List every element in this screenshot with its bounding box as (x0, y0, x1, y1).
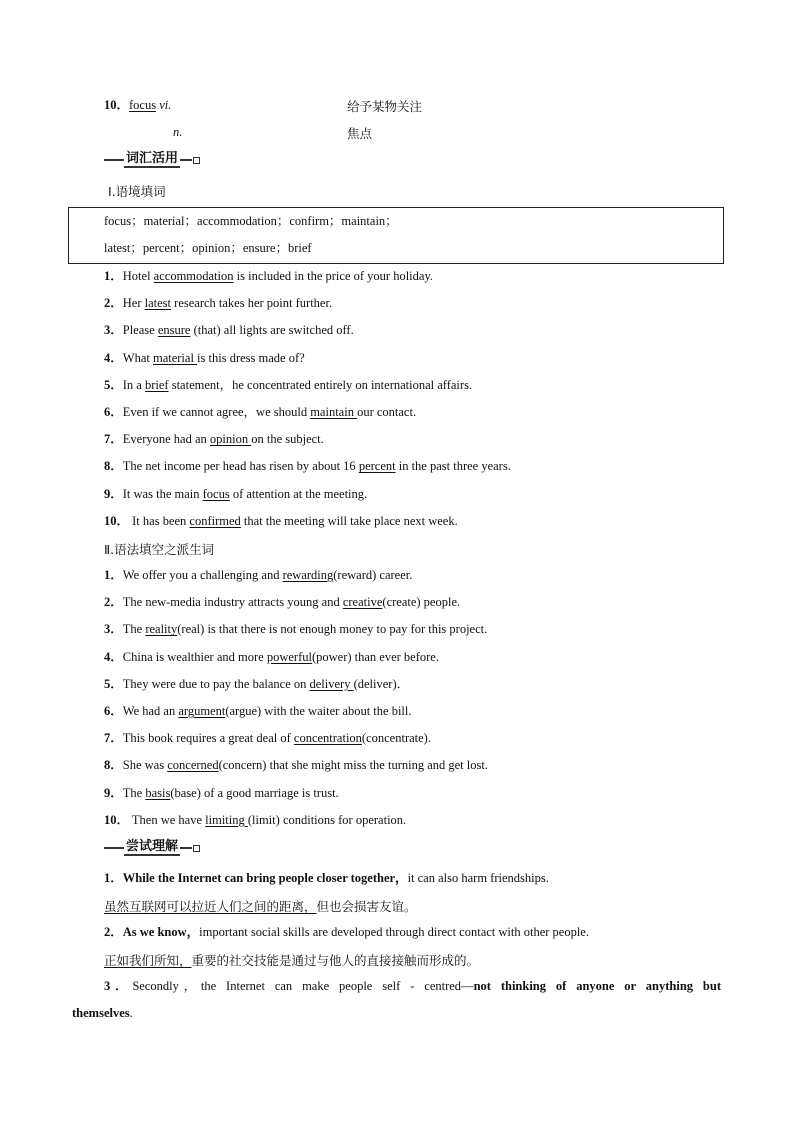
item-number: 4． (104, 350, 123, 365)
section-header-try (104, 841, 200, 855)
part1-item-6 (104, 404, 416, 420)
section-header-vocab (104, 153, 200, 167)
answer-blank: percent (358, 459, 396, 474)
sentence-end: research takes her point further. (171, 296, 333, 311)
part1-item-7 (104, 431, 324, 447)
sentence-start: Then we have (129, 812, 206, 827)
try-item-1-cn (104, 897, 417, 915)
sentence-end: of attention at the meeting. (229, 486, 368, 501)
header-box-icon (193, 157, 200, 164)
item-number: 1． (104, 269, 123, 283)
try-item-2-cn (104, 951, 479, 969)
answer-blank: focus (202, 486, 230, 501)
sentence-start: Please (122, 323, 158, 338)
translation-rest: 但也会损害友谊。 (316, 899, 417, 914)
sentence-start: We offer you a challenging and (122, 568, 283, 582)
sentence-start: China is wealthier and more (122, 649, 267, 664)
sentence-end: . (129, 1006, 133, 1020)
item-number: 10． (104, 513, 130, 528)
part1-item-2 (104, 295, 332, 311)
part2-item-9 (104, 785, 339, 801)
item-number: 4． (104, 649, 123, 664)
item-number: 3． (104, 622, 123, 637)
try-item-3-line2 (72, 1005, 133, 1021)
sentence-end: (create) people. (382, 595, 461, 610)
sentence-end: (power) than ever before. (311, 649, 439, 664)
part1-item-4 (104, 350, 305, 366)
section-title: 词汇活用 (126, 151, 179, 166)
part2-item-2 (104, 594, 460, 610)
entry-meaning-verb: 给予某物关注 (347, 99, 423, 114)
sentence-start: Hotel (122, 269, 154, 283)
answer-blank: concentration (293, 731, 362, 746)
sentence-start: In a (122, 377, 145, 392)
answer-blank: basis (145, 785, 171, 800)
item-number: 3． (104, 323, 123, 338)
sentence-start: We had an (122, 704, 179, 718)
item-number: 2． (104, 595, 123, 610)
word-bank-row-2: latest；percent；opinion；ensure；brief (104, 241, 312, 255)
sentence-start: She was (122, 758, 168, 773)
word-bank-box (68, 207, 724, 264)
item-number: 6． (104, 704, 123, 718)
item-number: 1． (104, 568, 123, 582)
sentence-start: The (122, 622, 146, 637)
item-number: 7． (104, 432, 123, 447)
sentence-start: It was the main (122, 486, 203, 501)
answer-blank: reality (145, 622, 178, 637)
answer-blank: brief (144, 377, 169, 392)
focus-entry (104, 97, 171, 113)
part2-item-1 (104, 567, 412, 583)
try-item-2-en (104, 924, 589, 940)
item-number: 8． (104, 459, 123, 474)
sentence-start: The new-media industry attracts young and (122, 595, 343, 610)
sentence-rest: important social skills are developed through direct contact with other people. (199, 925, 589, 939)
part2-item-10 (104, 812, 406, 828)
sentence-end: on the subject. (251, 432, 324, 447)
part1-title: Ⅰ.语境填词 (108, 184, 166, 199)
sentence-start: Her (122, 296, 145, 311)
entry-pos-noun-line (173, 124, 182, 140)
sentence-start: The net income per head has risen by about 16 (122, 459, 359, 474)
answer-blank: delivery (309, 676, 354, 691)
sentence-end: that the meeting will take place next week. (240, 513, 458, 528)
item-number: 7． (104, 731, 123, 746)
answer-blank: rewarding (282, 568, 334, 582)
word-bank-row-1: focus；material；accommodation；confirm；maintain； (104, 214, 398, 228)
try-item-3-line1 (104, 978, 721, 994)
sentence-end: statement，he concentrated entirely on international affairs. (168, 377, 473, 392)
sentence-end: (concern) that she might miss the turning and get lost. (218, 758, 488, 773)
part1-item-8 (104, 458, 511, 474)
sentence-end: is this dress made of? (197, 350, 305, 365)
sentence-start: The (122, 785, 146, 800)
answer-blank: ensure (157, 323, 191, 338)
item-number: 1． (104, 871, 123, 885)
part2-item-6 (104, 703, 412, 719)
item-number: 10． (104, 812, 130, 827)
sentence-end: (deliver)． (353, 676, 410, 691)
translated-key-phrase: 虽然互联网可以拉近人们之间的距离， (104, 899, 317, 914)
sentence-end: in the past three years. (395, 459, 511, 474)
sentence-end: our contact. (357, 405, 417, 419)
translated-key-phrase: 正如我们所知， (104, 953, 192, 968)
sentence-end: (that) all lights are switched off. (190, 323, 354, 338)
part2-item-5 (104, 676, 409, 692)
answer-blank: concerned (167, 758, 219, 773)
answer-blank: argument (178, 704, 226, 718)
sentence-start: Everyone had an (122, 432, 210, 447)
part2-item-3 (104, 621, 487, 637)
sentence-end: (real) is that there is not enough money to pay for this project. (177, 622, 488, 637)
answer-blank: creative (342, 595, 383, 610)
answer-blank: limiting (205, 812, 248, 827)
key-phrase: While the Internet can bring people closer together， (122, 871, 408, 885)
sentence-end: (reward) career. (333, 568, 413, 582)
key-phrase: As we know， (122, 925, 200, 939)
sentence-rest: it can also harm friendships. (407, 871, 549, 885)
sentence-start: Even if we cannot agree，we should (122, 405, 311, 419)
entry-word: focus (129, 98, 157, 112)
header-bar-right (180, 847, 192, 849)
part1-item-9 (104, 486, 367, 502)
part2-item-4 (104, 649, 439, 665)
item-number: 9． (104, 486, 123, 501)
answer-blank: confirmed (189, 513, 241, 528)
answer-blank: maintain (310, 405, 358, 419)
header-bar-left (104, 847, 124, 849)
sentence-rest: Secondly，the Internet can make people self - centred— (132, 979, 474, 993)
part1-item-1 (104, 268, 433, 284)
answer-blank: opinion (209, 432, 252, 447)
item-number: 9． (104, 785, 123, 800)
part1-item-5 (104, 377, 472, 393)
answer-blank: accommodation (153, 269, 234, 283)
entry-meaning-noun: 焦点 (347, 126, 373, 141)
item-number: 8． (104, 758, 123, 773)
entry-number: 10． (104, 98, 130, 112)
sentence-end: is included in the price of your holiday. (233, 269, 434, 283)
sentence-end: (base) of a good marriage is trust. (170, 785, 339, 800)
item-number: 5． (104, 676, 123, 691)
entry-pos-noun: n. (173, 125, 183, 139)
section-title: 尝试理解 (126, 839, 179, 854)
answer-blank: material (152, 350, 198, 365)
sentence-start: They were due to pay the balance on (122, 676, 310, 691)
answer-blank: latest (144, 296, 172, 311)
entry-pos-verb: vi. (159, 98, 172, 112)
part2-item-8 (104, 757, 488, 773)
item-number: 5． (104, 377, 123, 392)
header-bar-right (180, 159, 192, 161)
sentence-start: It has been (129, 513, 190, 528)
item-number: 6． (104, 405, 123, 419)
sentence-end: (concentrate). (361, 731, 431, 746)
header-bar-left (104, 159, 124, 161)
try-item-1-en (104, 870, 549, 886)
sentence-end: (limit) conditions for operation. (247, 812, 407, 827)
sentence-start: What (122, 350, 153, 365)
answer-blank: powerful (266, 649, 312, 664)
part1-item-10 (104, 513, 458, 529)
sentence-end: (argue) with the waiter about the bill. (225, 704, 412, 718)
key-phrase: not thinking of anyone or anything but (473, 979, 721, 993)
part2-item-7 (104, 730, 431, 746)
sentence-start: This book requires a great deal of (122, 731, 294, 746)
header-box-icon (193, 845, 200, 852)
item-number: 3． (104, 979, 133, 993)
item-number: 2． (104, 296, 123, 311)
part1-item-3 (104, 322, 354, 338)
item-number: 2． (104, 925, 123, 939)
part2-title: Ⅱ.语法填空之派生词 (104, 542, 215, 557)
key-phrase-cont: themselves (72, 1006, 130, 1020)
translation-rest: 重要的社交技能是通过与他人的直接接触而形成的。 (191, 953, 480, 968)
